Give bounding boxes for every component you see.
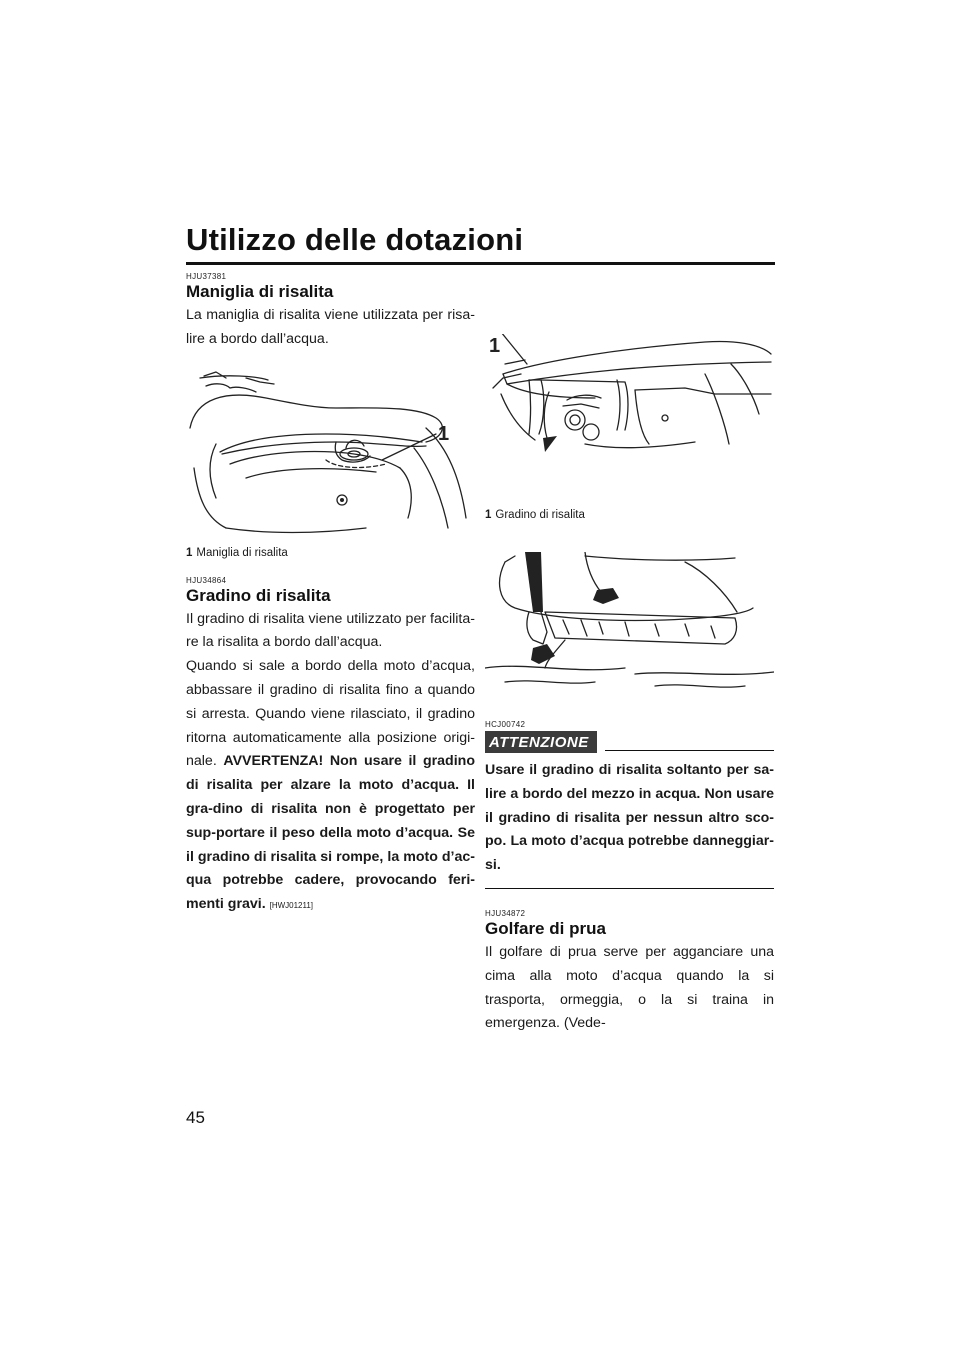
para2-text: Quando si sale a bordo della moto d’acqua, abbassare il gradino di risalita fino a quando si arresta. Quando viene rilasciato, il gradino ritorna automaticamente alla posizione origi-nale. — [186, 658, 475, 770]
caution-code: HCJ00742 — [485, 720, 526, 729]
illustration-person-boarding — [485, 552, 774, 692]
figure-maniglia — [186, 368, 475, 560]
figure-caption — [485, 508, 774, 522]
section-code: HJU34872 — [485, 908, 526, 918]
figure-label: 1 — [489, 335, 501, 357]
illustration-boarding-handle — [186, 368, 475, 540]
left-column — [186, 272, 475, 918]
caution-box — [485, 720, 774, 889]
caution-end-rule — [485, 888, 774, 889]
page-title: Utilizzo delle dotazioni — [186, 222, 524, 257]
section-code: HJU37381 — [186, 272, 227, 281]
page-number: 45 — [186, 1108, 205, 1127]
right-column — [485, 294, 774, 1036]
section-para1-gradino: Il gradino di risalita viene utilizzato per facilita-re la risalita a bordo dall’acqua. — [186, 610, 475, 651]
caption-number: 1 — [485, 509, 492, 521]
caption-text: Maniglia di risalita — [196, 546, 288, 559]
figure-boarding-scene — [485, 552, 774, 692]
section-text-golfare: Il golfare di prua serve per agganciare una cima alla moto d’acqua quando la si trasporta, ormeggia, o la si traina in emergenza. (Vede- — [485, 943, 774, 1032]
caution-label: ATTENZIONE — [485, 731, 597, 753]
figure-gradino — [485, 334, 774, 522]
warning-text: AVVERTENZA! Non usare il gradino di risalita per alzare la moto d’acqua. Il gra-dino di risalita non è progettato per sup-portare il peso della moto d’acqua. Se il gradino di risalita si rompe, la moto d’ac-qua potrebbe cadere, provocando feri-menti gravi. — [186, 753, 475, 913]
caption-text: Gradino di risalita — [495, 509, 585, 521]
figure-label: 1 — [438, 422, 450, 445]
figure-caption — [186, 546, 475, 560]
illustration-boarding-step — [485, 334, 774, 498]
caution-text: Usare il gradino di risalita soltanto per sa-lire a bordo del mezzo in acqua. Non usare il gradino di risalita per nessun altro sco-po. La moto d’acqua potrebbe danneggiar-si. — [485, 762, 774, 874]
section-para2-gradino — [186, 655, 475, 918]
caption-number: 1 — [186, 546, 193, 559]
section-heading-maniglia: Maniglia di risalita — [186, 282, 334, 301]
section-heading-gradino: Gradino di risalita — [186, 585, 331, 605]
title-rule — [186, 262, 775, 265]
caution-rule — [605, 750, 774, 751]
section-text-maniglia: La maniglia di risalita viene utilizzata per risa-lire a bordo dall’acqua. — [186, 307, 475, 347]
warning-code: [HWJ01211] — [269, 901, 314, 911]
section-heading-golfare: Golfare di prua — [485, 918, 606, 938]
section-code: HJU34864 — [186, 575, 227, 585]
